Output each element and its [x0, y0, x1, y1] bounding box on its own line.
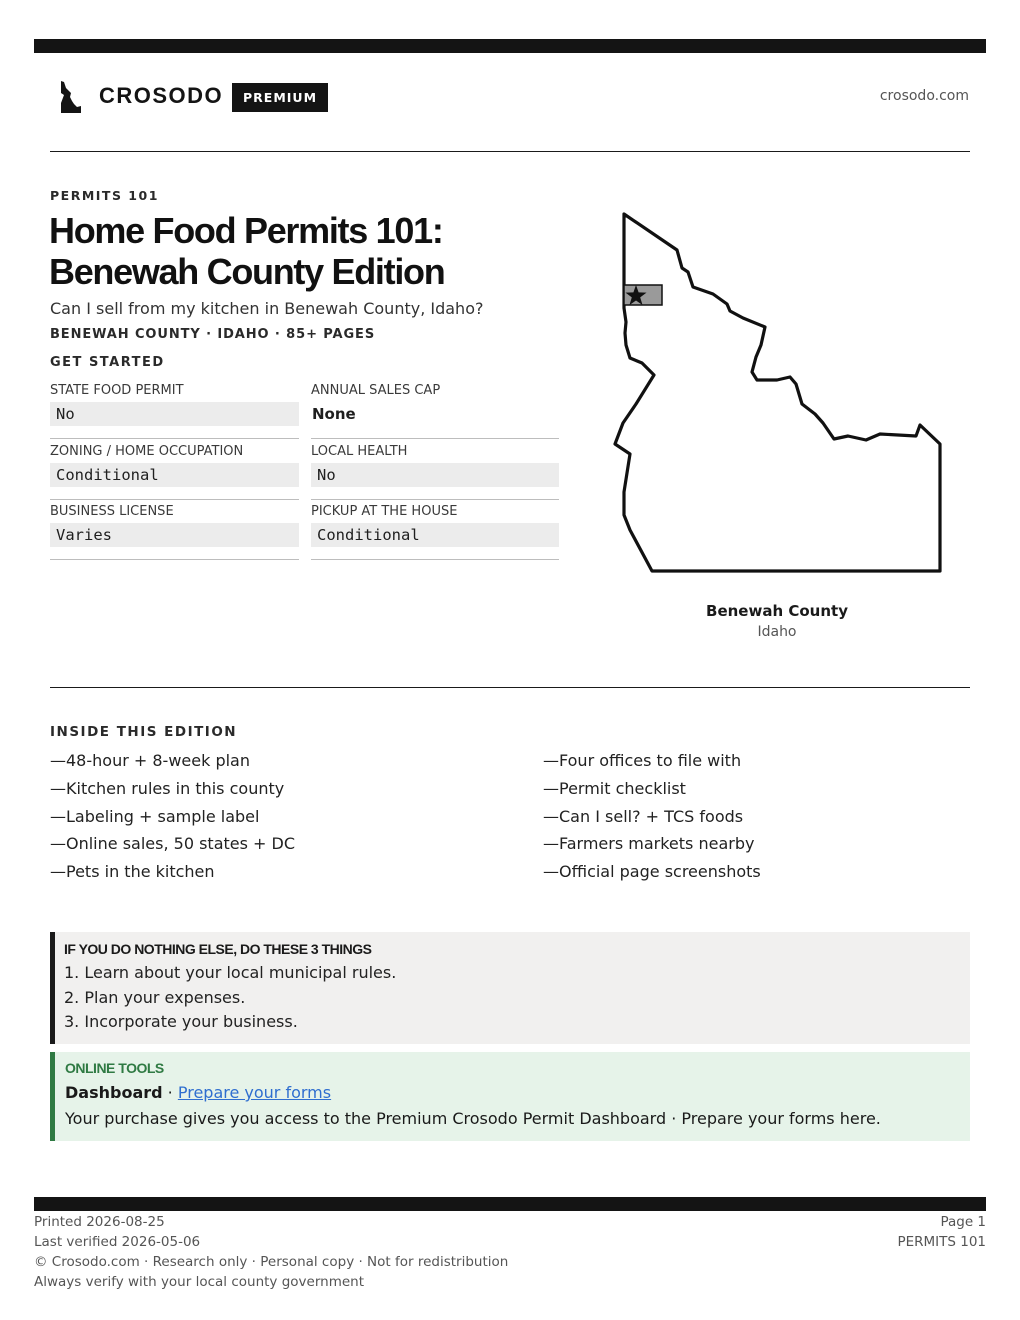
- site-url[interactable]: crosodo.com: [879, 88, 969, 104]
- toc-item: —Kitchen rules in this county: [50, 778, 285, 798]
- copyright-notice: © Crosodo.com · Research only · Personal copy · Not for redistribution: [34, 1254, 509, 1270]
- field-value: Conditional: [50, 463, 299, 487]
- dashboard-label: Dashboard: [65, 1083, 163, 1102]
- field-value: None: [312, 405, 356, 423]
- page-number: Page 1: [940, 1214, 986, 1230]
- toc-item: —Official page screenshots: [543, 862, 761, 882]
- field-local-health: [311, 444, 559, 500]
- list-item: 3. Incorporate your business.: [64, 1012, 298, 1031]
- title-line-2: Benewah County Edition: [49, 251, 445, 292]
- toc-item: —Farmers markets nearby: [543, 834, 755, 854]
- field-label: STATE FOOD PERMIT: [50, 383, 184, 398]
- field-pickup-at-the-house: [311, 504, 559, 560]
- field-annual-sales-cap: [311, 383, 559, 439]
- top-rule-bar: [34, 39, 986, 53]
- online-tools-callout: [50, 1052, 970, 1141]
- brand-name: CROSODO: [99, 83, 224, 108]
- field-label: BUSINESS LICENSE: [50, 504, 174, 519]
- toc-item: —Online sales, 50 states + DC: [50, 834, 296, 854]
- callout-title: ONLINE TOOLS: [65, 1060, 164, 1076]
- field-label: ANNUAL SALES CAP: [311, 383, 441, 398]
- must-do-list: [64, 961, 970, 1035]
- page-title: [49, 210, 589, 292]
- footer-section: PERMITS 101: [897, 1234, 986, 1250]
- page-header: [50, 78, 970, 118]
- idaho-county-map: [606, 206, 950, 578]
- idaho-outline: [615, 214, 940, 571]
- list-item: 2. Plan your expenses.: [64, 987, 246, 1007]
- field-business-license: [50, 504, 299, 560]
- toc-item: —Pets in the kitchen: [50, 862, 215, 882]
- idaho-state-icon: [58, 80, 82, 114]
- get-started-heading: GET STARTED: [50, 355, 165, 370]
- verify-disclaimer: Always verify with your local county government: [34, 1274, 364, 1290]
- field-state-food-permit: [50, 383, 299, 439]
- map-county-label: Benewah County: [706, 602, 848, 620]
- premium-badge: PREMIUM: [232, 83, 328, 112]
- toc-item: —Can I sell? + TCS foods: [543, 806, 744, 826]
- field-value: No: [50, 402, 299, 426]
- callout-title: IF YOU DO NOTHING ELSE, DO THESE 3 THINGS: [64, 941, 372, 957]
- field-label: PICKUP AT THE HOUSE: [311, 504, 458, 519]
- toc-item: —Four offices to file with: [543, 751, 742, 770]
- footer-right: [897, 1212, 986, 1252]
- title-line-1: Home Food Permits 101:: [49, 210, 443, 251]
- field-zoning-home-occupation: [50, 444, 299, 500]
- map-state-label: Idaho: [757, 624, 797, 640]
- separator: ·: [162, 1083, 178, 1102]
- verified-date: Last verified 2026-05-06: [34, 1234, 201, 1250]
- toc-left-column: [50, 749, 295, 888]
- inside-edition-heading: INSIDE THIS EDITION: [50, 724, 238, 740]
- toc-right-column: [543, 749, 761, 888]
- field-value: Varies: [50, 523, 299, 547]
- header-divider: [50, 151, 970, 152]
- section-kicker: PERMITS 101: [50, 188, 159, 203]
- field-value: No: [311, 463, 559, 487]
- section-divider: [50, 687, 970, 688]
- field-value: Conditional: [311, 523, 559, 547]
- footer-left: [34, 1212, 508, 1292]
- bottom-rule-bar: [34, 1197, 986, 1211]
- field-label: LOCAL HEALTH: [311, 444, 408, 459]
- printed-date: Printed 2026-08-25: [34, 1214, 165, 1230]
- toc-item: —Permit checklist: [543, 778, 686, 798]
- field-label: ZONING / HOME OCCUPATION: [50, 444, 244, 459]
- prepare-forms-link[interactable]: Prepare your forms: [177, 1083, 332, 1102]
- dashboard-line: [65, 1080, 970, 1106]
- dashboard-description: Your purchase gives you access to the Premium Crosodo Permit Dashboard · Prepare your forms here.: [65, 1109, 881, 1128]
- toc-item: —48-hour + 8-week plan: [50, 751, 250, 770]
- toc-item: —Labeling + sample label: [50, 806, 260, 826]
- list-item: 1. Learn about your local municipal rules.: [64, 963, 397, 982]
- must-do-callout: [50, 932, 970, 1044]
- edition-meta: BENEWAH COUNTY · IDAHO · 85+ PAGES: [50, 327, 376, 342]
- page-subtitle: Can I sell from my kitchen in Benewah County, Idaho?: [50, 299, 484, 318]
